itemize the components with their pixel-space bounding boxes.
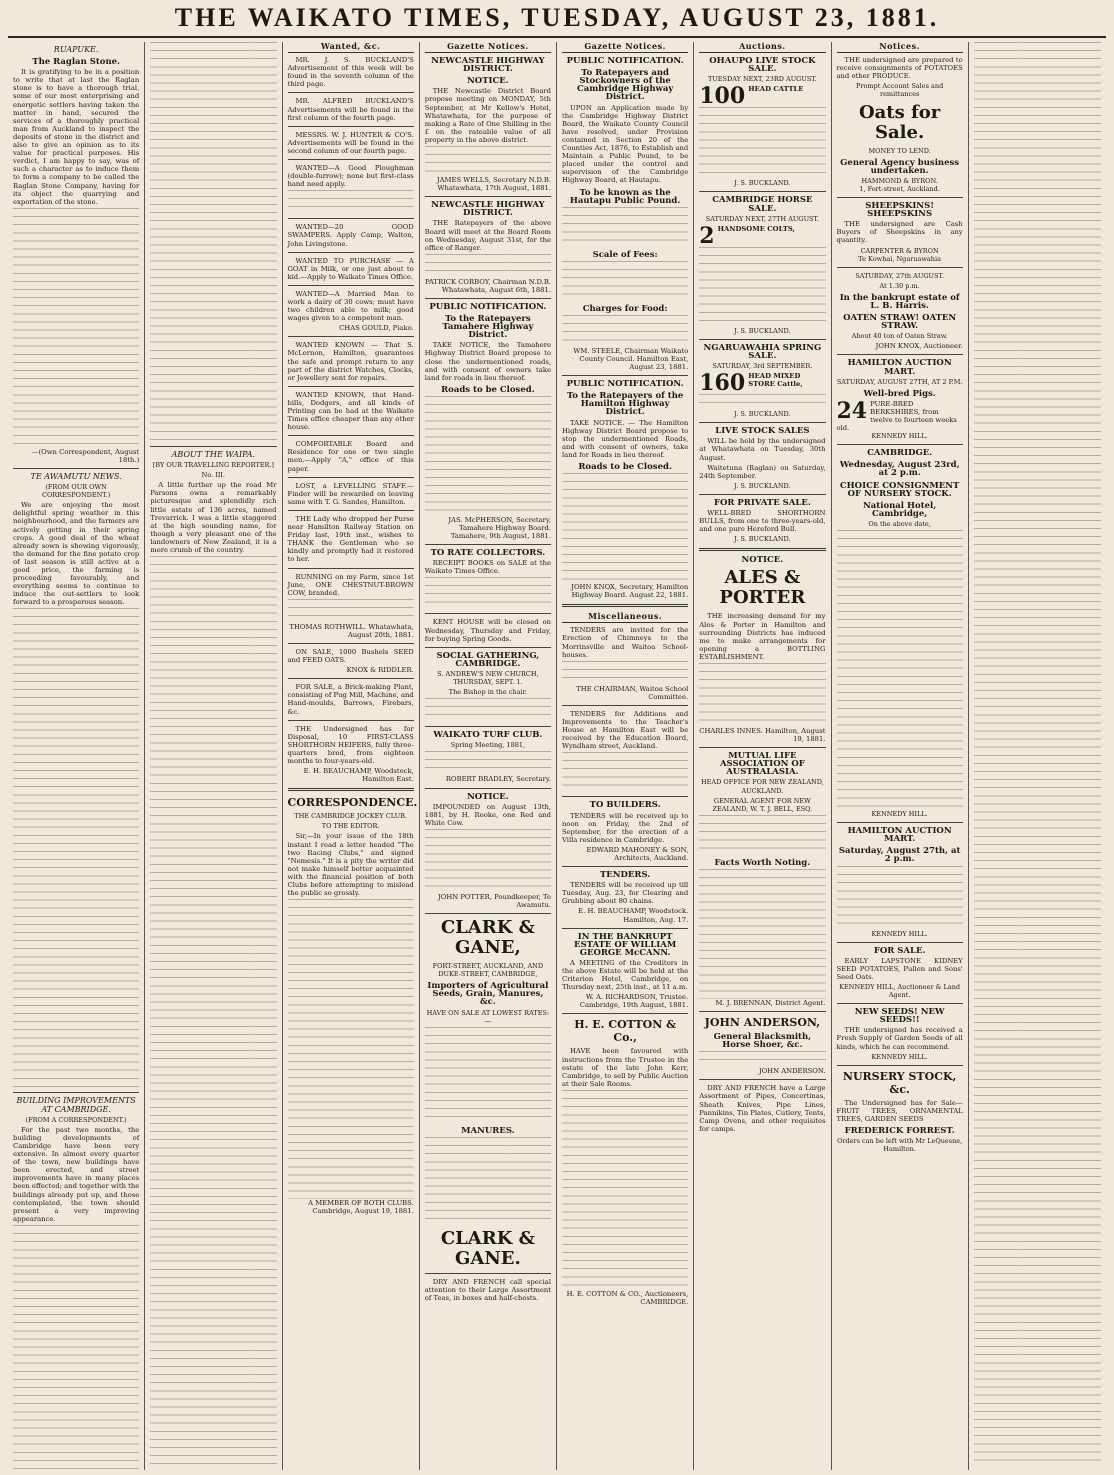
- mart-title: HAMILTON AUCTION MART.: [847, 358, 952, 377]
- hautapu-pound: To be known as the Hautapu Public Pound.: [569, 187, 681, 206]
- ad-board: COMFORTABLE Board and Residence for one or two single men.—Apply "A," office of this paper.: [287, 440, 414, 473]
- kennedy-hill-4: KENNEDY HILL, Auctioneer & Land Agent.: [839, 982, 961, 1000]
- clark-gane-title: CLARK & GANE,: [440, 917, 535, 959]
- forrest-name: FREDERICK FORREST.: [844, 1126, 955, 1136]
- builders-text: TENDERS will be received up to noon on Friday, the 2nd of September, for the erection of a Villa residence in Cambridge.: [562, 811, 689, 844]
- sheepskins-text: THE undersigned are Cash Buyers of Sheepskins in any quantity.: [836, 220, 963, 245]
- article-raglan: It is gratifying to be in a position to write that at last the Raglan stone is to have a thorough trial, some of our most enterprising and energetic settlers having taken the matter in hand, secured the services of a thoroughly practical man from Auckland to inspect the deposits of stone in the district and also to give an opinion as to its value for practical purposes. His verdict, I am happy to say, was of such a character as to induce them to form a company to be called the Raglan Stone Company, having for its object the quarrying and exportation of the stone.: [13, 68, 140, 206]
- public2-text: TAKE NOTICE. — The Hamilton Highway District Board propose to stop the undermentioned Roads, and with consent of owners, take land for Roads in lieu thereof.: [562, 418, 689, 459]
- rate-text: RECEIPT BOOKS on SALE at the Waikato Times Office.: [424, 559, 551, 576]
- heading-social: SOCIAL GATHERING, CAMBRIDGE.: [436, 650, 540, 669]
- section-head-wanted: Wanted, &c.: [288, 42, 414, 53]
- kennedy-hill-5: KENNEDY HILL.: [871, 1052, 928, 1061]
- ad-buckland-alfred: MR. ALFRED BUCKLAND'S Advertisements will be found in the first column of the fourth page.: [287, 97, 414, 122]
- ad-mclernon: WANTED KNOWN — That S. McLernon, Hamilton, guarantees the safe and prompt return to any part of the district Watches, Clocks, or Jewellery sent for repairs.: [287, 341, 414, 382]
- wellbred-pigs: Well-bred Pigs.: [863, 388, 936, 399]
- article-text-block: [150, 556, 276, 1470]
- kent-house: KENT HOUSE will be closed on Wednesday, Thursday and Friday, for buying Spring Goods.: [424, 618, 551, 643]
- heading-builders: TO BUILDERS.: [589, 800, 661, 811]
- article-text-block: [13, 208, 139, 448]
- money-to-lend: MONEY TO LEND.: [868, 146, 931, 155]
- ngaru-title: NGARUAWAHIA SPRING SALE.: [703, 342, 822, 361]
- ad-married-man-sig: CHAS GOULD, Piako.: [339, 324, 414, 333]
- wellbred-count: 24: [836, 397, 868, 424]
- corr-text: Sir,—In your issue of the 18th instant I read a letter headed "The two Racing Clubs," and signed "Nemesis." It is a pity the writer did not make himself better acquainted with the financial position of both Clubs before attempting to mislead the public so grossly.: [287, 832, 414, 898]
- ales-sig: CHARLES INNES. Hamilton, August 19, 1881.: [699, 727, 826, 744]
- heading-rate-collectors: TO RATE COLLECTORS.: [430, 548, 546, 559]
- anderson-sig: JOHN ANDERSON.: [758, 1067, 826, 1076]
- corr-sub: TO THE EDITOR.: [321, 822, 380, 831]
- cambridge-head: HANDSOME COLTS,: [717, 224, 795, 233]
- section-head-misc: Miscellaneous.: [562, 612, 688, 623]
- dry-french-pipes: DRY AND FRENCH have a Large Assortment of Pipes, Concertinas, Sheath Knives, Pipe Lines, Pannikins, Tin Plates, Cutlery, Tents, Camp Ovens, and other requisites for camps.: [699, 1084, 826, 1133]
- public-sub: To the Ratepayers Tamahere Highway District.: [442, 314, 534, 341]
- cotton-title: H. E. COTTON & Co.,: [574, 1018, 677, 1045]
- carpenter-byron: CARPENTER & BYRON: [860, 246, 939, 255]
- turf-sig: ROBERT BRADLEY, Secretary.: [445, 775, 551, 784]
- about-no: No. III.: [201, 471, 226, 480]
- live-stock-text2: Waitetuna (Raglan) on Saturday, 24th September.: [699, 463, 826, 480]
- section-head-auctions: Auctions.: [699, 42, 825, 53]
- ohaupo-sig: J. S. BUCKLAND.: [734, 179, 791, 188]
- for-sale-title: FOR SALE.: [873, 945, 926, 956]
- ad-running: RUNNING on my Farm, since 1st June, ONE CHESTNUT-BROWN COW, branded.: [287, 572, 414, 597]
- public-text2: UPON an Application made by the Cambridge Highway District Board, the Waikato County Council have resolved, under Provision contained in Section 20 of the Counties Act, 1876, to Establish and Maintain a Public Pound, to be placed under the control and supervision of the Cambridge Highway Board, at Hautapu.: [562, 103, 689, 185]
- heading-roads-closed2: Roads to be Closed.: [578, 462, 672, 472]
- heading-notice2: NOTICE.: [467, 791, 509, 802]
- newcastle-text: THE Newcastle District Board propose meeting on MONDAY, 5th September, at Mr Kellow's Hotel, Whatawhata, for the purpose of making a Rate of One Shilling in the £ on the rateable value of all property in the above district.: [424, 87, 551, 144]
- choice-consignment: CHOICE CONSIGNMENT OF NURSERY STOCK.: [839, 480, 960, 499]
- section-head-gazette: Gazette Notices.: [425, 42, 551, 53]
- clark-gane-footer: CLARK & GANE.: [440, 1227, 535, 1269]
- heading-about-waipa: ABOUT THE WAIPA.: [171, 450, 256, 459]
- newcastle2-text: THE Ratepayers of the above Board will meet at the Board Room on Wednesday, August 31st, for the office of Ranger.: [424, 219, 551, 252]
- ad-goat: WANTED TO PURCHASE — A GOAT in Milk, or one just about to kid.—Apply to Waikato Times Office.: [287, 256, 414, 281]
- oats-for-sale: Oats for Sale.: [858, 101, 941, 143]
- masthead: [8, 3, 1106, 38]
- cambridge-horse-date: SATURDAY NEXT, 27TH AUGUST.: [705, 214, 819, 223]
- live-stock-sig: J. S. BUCKLAND.: [734, 481, 791, 490]
- carpenter-address: Te Kowhai, Ngaruawahia: [858, 254, 941, 263]
- public2-sub: To the Ratepayers of the Hamilton Highway District.: [566, 391, 684, 418]
- forrest-sub: Orders can be left with Mr LeQuesne, Hamilton.: [837, 1137, 963, 1154]
- masthead-title: THE WAIKATO TIMES, TUESDAY, AUGUST 23, 1881.: [174, 3, 940, 32]
- bankrupt-text: A MEETING of the Creditors in the above Estate will be held at the Criterion Hotel, Cambridge, on Thursday next, 25th inst., at 11 a.m.: [562, 958, 689, 992]
- dry-french-teas: DRY AND FRENCH call special attention to their Large Assortment of Teas, in boxes and half-chests.: [424, 1277, 551, 1302]
- tenders-chimneys: TENDERS are invited for the Erection of Chimneys to the Morrinsville and Waitoa School-houses.: [562, 626, 689, 659]
- te-awamutu-sub: (FROM OUR OWN CORRESPONDENT.): [41, 483, 111, 500]
- notice2-sig: JOHN POTTER, Poundkeeper, Te Awamutu.: [438, 892, 551, 909]
- heading-public-notification: PUBLIC NOTIFICATION.: [429, 301, 547, 312]
- column-2: [145, 42, 282, 1470]
- nursery-stock-text: The Undersigned has for Sale— FRUIT TREES, ORNAMENTAL TREES, GARDEN SEEDS: [836, 1098, 963, 1123]
- article-building: For the past two months, the building developments of Cambridge have been very extensive. In almost every quarter of the town, new buildings have been erected, and street improvements have in many places been effected; and together with the buildings already put up, and those contemplated, the town should present a very improving appearance.: [13, 1125, 140, 1223]
- tenders-chimneys-sig: THE CHAIRMAN, Waitoa School Committee.: [576, 684, 689, 701]
- clark-text: HAVE ON SALE AT LOWEST RATES:—: [426, 1008, 550, 1025]
- section-head-gazette2: Gazette Notices.: [562, 42, 688, 53]
- social-sig: The Bishop in the chair.: [448, 688, 527, 697]
- turf-sub: Spring Meeting, 1881,: [450, 741, 526, 750]
- ohaupo-head: HEAD CATTLE: [748, 85, 804, 94]
- bankrupt-sig: W. A. RICHARDSON, Trustee. Cambridge, 19th August, 1881.: [579, 993, 689, 1010]
- ales-porter: ALES & PORTER: [719, 567, 806, 609]
- heading-public-notification3: PUBLIC NOTIFICATION.: [566, 379, 684, 390]
- cambridge-sig: J. S. BUCKLAND.: [734, 326, 791, 335]
- national-sub: On the above date,: [868, 519, 931, 528]
- ad-seed-oats: ON SALE, 1000 Bushels SEED and FEED OATS.: [287, 647, 414, 665]
- cotton-text: HAVE been favoured with instructions from the Trustee in the estate of the late John Kerr, Cambridge, to sell by Public Auction at their Sale Rooms.: [562, 1047, 689, 1088]
- heading-newcastle2: NEWCASTLE HIGHWAY DISTRICT.: [431, 200, 545, 219]
- heading-notice: NOTICE.: [467, 76, 509, 87]
- heading-manures: MANURES.: [461, 1125, 515, 1136]
- tenders3-sig: E. H. BEAUCHAMP, Woodstock. Hamilton, Aug. 17.: [578, 907, 689, 924]
- ngaru-date: SATURDAY, 3rd SEPTEMBER.: [712, 362, 813, 371]
- column-7: [832, 42, 969, 1470]
- ad-ploughman: WANTED—A Good Ploughman (double-furrow); none but first-class hand need apply.: [287, 164, 414, 189]
- hammond-byron: HAMMOND & BYRON.: [861, 176, 938, 185]
- ad-handbills: WANTED KNOWN, that Hand-bills, Dodgers, and all kinds of Printing can be had at the Waikato Times office cheaper than any other house.: [287, 390, 414, 432]
- public2-sig: JOHN KNOX, Secretary, Hamilton Highway Board. August 22, 1881.: [571, 583, 689, 600]
- social-text: S. ANDREW'S NEW CHURCH, THURSDAY, SEPT. 1.: [437, 669, 539, 687]
- mart2-date: Saturday, August 27th, at 2 p.m.: [838, 846, 961, 865]
- columns: [8, 42, 1106, 1470]
- article-text-block: [13, 1225, 139, 1470]
- new-seeds-text: THE undersigned has received a Fresh Supply of Garden Seeds of all kinds, which he can recommend.: [836, 1026, 963, 1051]
- newcastle2-sig: PATRICK CORBOY, Chairman N.D.B. Whatawhata, August 6th, 1881.: [424, 277, 551, 294]
- article-te-awamutu: We are enjoying the most delightful spring weather in this neighbourhood, and the farmers are actively getting in their spring crops. A good deal of the wheat already sown is showing vigorously, the demand for the fine potato crop of last season is still active at a good price, the farming is proceeding favourably, and everything seems to continue to induce the out-settlers to look forward to a prosperous season.: [13, 501, 140, 607]
- column-6: [694, 42, 831, 1470]
- heading-roads-closed: Roads to be Closed.: [441, 384, 535, 395]
- corr-title: THE CAMBRIDGE JOCKEY CLUB.: [294, 812, 407, 821]
- heading-newcastle: NEWCASTLE HIGHWAY DISTRICT.: [431, 56, 545, 75]
- public-sig2: WM. STEELE, Chairman Waikato County Council. Hamilton East, August 23, 1881.: [573, 346, 689, 372]
- anderson-title: JOHN ANDERSON,: [704, 1016, 821, 1030]
- tenders3-text: TENDERS will be received up till Tuesday, Aug. 23, for Clearing and Grubbing about 80 chains.: [562, 881, 689, 906]
- ngaru-count: 160: [699, 370, 746, 397]
- bankrupt-harris: In the bankrupt estate of L. B. Harris.: [839, 292, 960, 311]
- clark-sub2: Importers of Agricultural Seeds, Grain, Manures, &c.: [427, 981, 549, 1008]
- ngaru-head: HEAD MIXED STORE Cattle,: [748, 372, 803, 389]
- knox-auctioneer: JOHN KNOX, Auctioneer.: [875, 342, 963, 351]
- cotton-sig: H. E. COTTON & CO., Auctioneers, CAMBRIDGE.: [566, 1289, 689, 1307]
- oaten-straw: OATEN STRAW! OATEN STRAW.: [843, 313, 957, 332]
- heading-tenders3: TENDERS.: [599, 870, 651, 881]
- continuation-text-block: [974, 42, 1101, 1462]
- tenders-teacher: TENDERS for Additions and Improvements to the Teacher's House at Hamilton East will be received by the Education Board, Wyndham street, Auckland.: [562, 709, 689, 751]
- oaten-sub: About 40 ton of Oaten Straw.: [851, 332, 948, 341]
- mart2-title: HAMILTON AUCTION MART.: [847, 826, 952, 845]
- private-sale-title: FOR PRIVATE SALE.: [713, 497, 811, 508]
- section-head-notices: Notices.: [837, 42, 963, 53]
- national-hotel: National Hotel, Cambridge,: [863, 500, 937, 519]
- wellbred-text: PURE-BRED BERKSHIRES, from twelve to fourteen weeks old.: [836, 399, 957, 433]
- heading-raglan: The Raglan Stone.: [32, 57, 120, 68]
- new-seeds-title: NEW SEEDS! NEW SEEDS!!: [854, 1007, 945, 1026]
- ad-swampers: WANTED—20 GOOD SWAMPERS. Apply Camp, Walton, John Livingstone.: [287, 223, 414, 248]
- live-stock-text: WILL be held by the undersigned at Whatawhata on Tuesday, 30th August.: [699, 437, 826, 462]
- ad-married-man: WANTED—A Married Man to work a dairy of 30 cows; must have two children able to milk; good wages given to a competent man.: [287, 289, 414, 323]
- general-agency: General Agency business undertaken.: [840, 157, 960, 176]
- column-8: [969, 42, 1106, 1470]
- anderson-sub: General Blacksmith, Horse Shoer, &c.: [713, 1032, 812, 1051]
- ad-seed-oats-sig: KNOX & RIDDLER.: [346, 666, 414, 675]
- sale-time: At 1.30 p.m.: [879, 281, 920, 290]
- roads-sig: JAS. McPHERSON, Secretary, Tamahere Highway Board. Tamahere, 9th August, 1881.: [448, 515, 551, 541]
- article-about: A little further up the road Mr Parsons owns a remarkably picturesque and splendidly rich little estate of 136 acres, named Trevarrick. I was a little staggered at the high sounding name, for though a very pleasant one of the landowners of New Zealand, it is a mere crumb of the country.: [150, 481, 277, 555]
- ngaru-sig: J. S. BUCKLAND.: [734, 410, 791, 419]
- ad-purse: THE Lady who dropped her Purse near Hamilton Railway Station on Friday last, 19th inst., wishes to THANK the Gentleman who so kindly and promptly had it restored to her.: [287, 514, 414, 564]
- column-3: [283, 42, 420, 1470]
- ad-brick-plant: FOR SALE, a Brick-making Plant, consisting of Pug Mill, Machine, and Hand-moulds, Barrows, Firebars, &c.: [287, 683, 414, 716]
- clark-sub: FORT-STREET, AUCKLAND, AND DUKE-STREET, CAMBRIDGE,: [432, 962, 544, 979]
- heading-public-notification2: PUBLIC NOTIFICATION.: [566, 56, 684, 67]
- ad-lost-staff: LOST, a LEVELLING STAFF.—Finder will be rewarded on leaving same with T. G. Sandes, Hamilton.: [287, 481, 414, 506]
- mutual-sub: HEAD OFFICE FOR NEW ZEALAND, AUCKLAND.: [700, 778, 824, 795]
- article-text-block: [13, 608, 139, 1088]
- hammond-address: 1, Fort-street, Auckland.: [859, 184, 940, 193]
- ad-hunter: MESSRS. W. J. HUNTER & CO'S. Advertisements will be found in the second column of our fourth page.: [287, 130, 414, 155]
- prompt-account: Prompt Account Sales and remittances: [856, 82, 944, 99]
- heading-building: BUILDING IMPROVEMENTS AT CAMBRIDGE.: [16, 1096, 136, 1114]
- heading-bankrupt: IN THE BANKRUPT ESTATE OF WILLIAM GEORGE McCANN.: [574, 931, 677, 958]
- mart-date: SATURDAY, AUGUST 27TH, AT 2 P.M.: [836, 377, 963, 386]
- cambridge-title: CAMBRIDGE.: [867, 448, 933, 459]
- newcastle-sig: JAMES WELLS, Secretary N.D.B. Whatawhata, 17th August, 1881.: [436, 176, 551, 193]
- facts-sig: M. J. BRENNAN, District Agent.: [715, 998, 826, 1007]
- heading-correspondence: CORRESPONDENCE.: [287, 796, 418, 810]
- ad-buckland-js: MR. J. S. BUCKLAND'S Advertisement of this week will be found in the seventh column of the third page.: [287, 56, 414, 89]
- sheepskins-title: SHEEPSKINS! SHEEPSKINS: [865, 201, 934, 220]
- heading-turf-club: WAIKATO TURF CLUB.: [433, 730, 543, 741]
- public-sub2: To Ratepayers and Stockowners of the Cambridge Highway District.: [576, 68, 674, 103]
- ales-text: THE increasing demand for my Ales & Porter in Hamilton and surrounding Districts has induced me to make arrangements for opening a BOTTLING ESTABLISHMENT.: [699, 612, 826, 661]
- about-sub: [BY OUR TRAVELLING REPORTER.]: [152, 461, 274, 470]
- kennedy-hill-3: KENNEDY HILL.: [871, 929, 928, 938]
- private-sale-text: WELL-BRED SHORTHORN BULLS, from one to three-years-old, and one pure Hereford Bull.: [699, 508, 826, 534]
- ad-heifers-sig: E. H. BEAUCHAMP, Woodstock, Hamilton East.: [303, 767, 414, 784]
- cambridge-date: Wednesday, August 23rd, at 2 p.m.: [839, 460, 960, 479]
- facts-title: Facts Worth Noting.: [714, 857, 811, 868]
- cambridge-horse-title: CAMBRIDGE HORSE SALE.: [712, 195, 813, 214]
- mutual-title: MUTUAL LIFE ASSOCIATION OF AUSTRALASIA.: [719, 751, 805, 778]
- article-text-block: [288, 899, 414, 1199]
- kennedy-hill-1: KENNEDY HILL.: [871, 432, 928, 441]
- ohaupo-title: OHAUPO LIVE STOCK SALE.: [709, 56, 816, 75]
- column-5: [557, 42, 694, 1470]
- scale-of-fees: Scale of Fees:: [592, 249, 658, 260]
- nursery-stock-title: NURSERY STOCK, &c.: [842, 1069, 957, 1096]
- ad-running-sig: THOMAS ROTHWILL. Whatawhata, August 20th, 1881.: [289, 622, 414, 639]
- mutual-sub2: GENERAL AGENT FOR NEW ZEALAND, W. T. J. BELL, ESQ.: [712, 796, 813, 813]
- sale-date: SATURDAY, 27th AUGUST.: [855, 271, 944, 280]
- building-sub: (FROM A CORRESPONDENT.): [25, 1115, 127, 1124]
- ohaupo-count: 100: [699, 83, 746, 110]
- heading-te-awamutu: TE AWAMUTU NEWS.: [30, 471, 122, 481]
- raglan-signoff: —(Own Correspondent, August 18th.): [31, 447, 140, 464]
- column-4: [420, 42, 557, 1470]
- notice-title: NOTICE.: [741, 555, 784, 566]
- ohaupo-date: TUESDAY NEXT, 23RD AUGUST.: [707, 75, 817, 84]
- article-text-block: [150, 42, 276, 442]
- produce-notice: THE undersigned are prepared to receive consignments of POTATOES and other PRODUCE.: [836, 56, 963, 81]
- kennedy-hill-2: KENNEDY HILL.: [871, 810, 928, 819]
- column-1: [8, 42, 145, 1470]
- heading-ruapuke: RUAPUKE.: [53, 45, 99, 54]
- charges-for-food: Charges for Food:: [582, 303, 668, 314]
- builders-sig: EDWARD MAHONEY & SON, Architects, Auckland.: [586, 845, 689, 862]
- for-sale-text: EARLY LAPSTONE KIDNEY SEED POTATOES, Pullen and Sons' Seed Oats.: [836, 956, 963, 981]
- cambridge-count: 2: [699, 222, 715, 249]
- corr-sig: A MEMBER OF BOTH CLUBS. Cambridge, August 19, 1881.: [308, 1199, 414, 1216]
- live-stock-title: LIVE STOCK SALES: [715, 426, 810, 437]
- ad-heifers: THE Undersigned has for Disposal, 10 FIRST-CLASS SHORTHORN HEIFERS, fully three-quarters bred, from eighteen months to four-years-old.: [287, 724, 414, 765]
- public-text: TAKE NOTICE, the Tamahere Highway District Board propose to close the undermentioned roads, and with consent of owners take land for roads in lieu thereof.: [424, 341, 551, 382]
- notice2-text: IMPOUNDED on August 13th, 1881, by H. Rooke, one Red and White Cow.: [424, 802, 551, 827]
- private-sale-sig: J. S. BUCKLAND.: [734, 535, 791, 544]
